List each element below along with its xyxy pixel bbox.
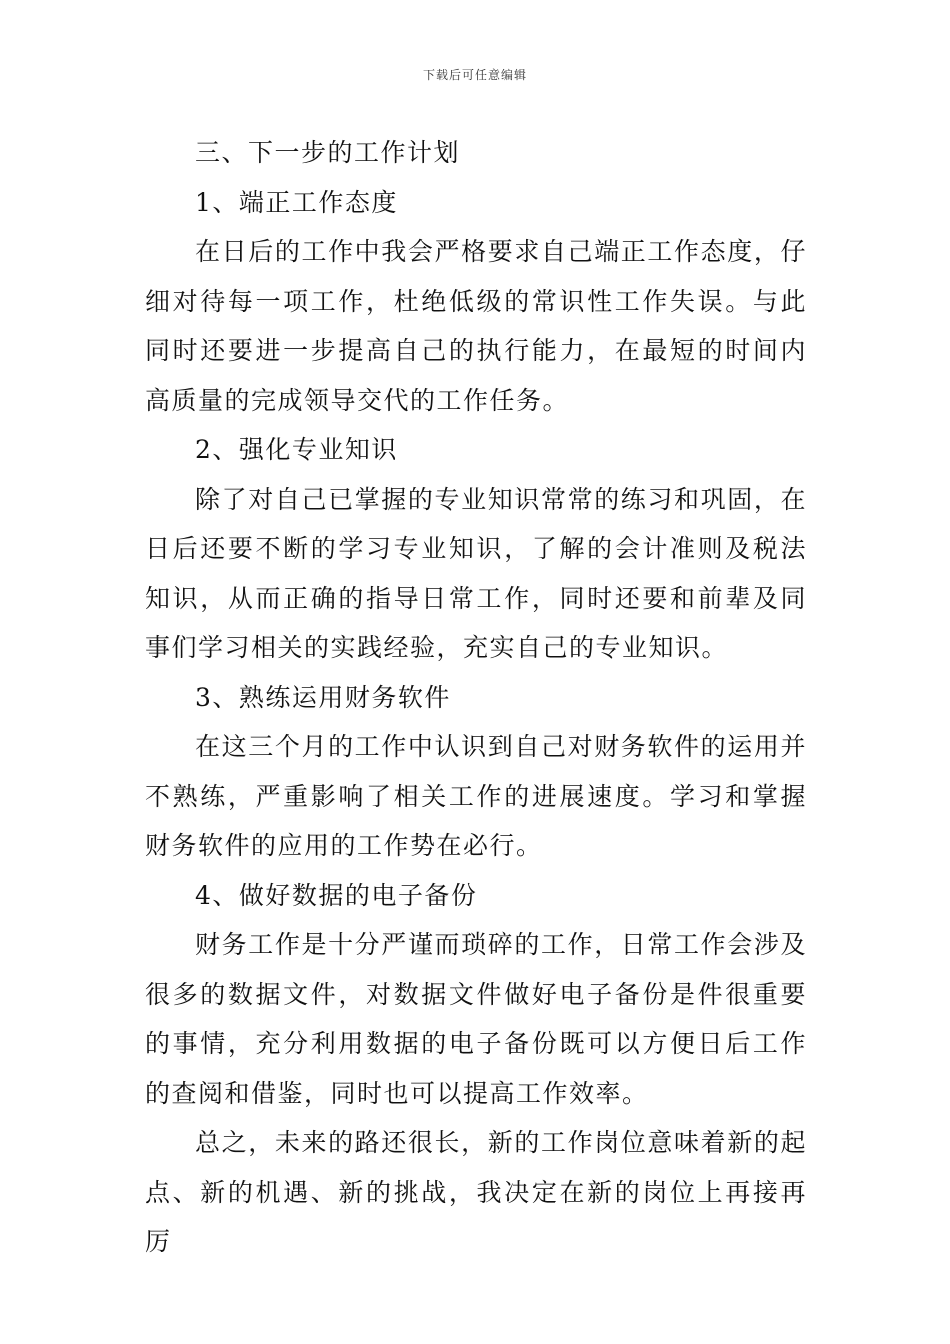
header-note: 下载后可任意编辑: [422, 68, 527, 82]
item-heading-knowledge: 2、强化专业知识: [195, 435, 398, 464]
item-heading-software: 3、熟练运用财务软件: [195, 682, 451, 712]
paragraph-backup: 财务工作是十分严谨而琐碎的工作，日常工作会涉及很多的数据文件，对数据文件做好电子备份是件很重要的事情，充分利用数据的电子备份既可以方便日后工作的查阅和借鉴，同时也可以提高工作效率。: [145, 930, 807, 1108]
paragraph-attitude: 在日后的工作中我会严格要求自己端正工作态度，仔细对待每一项工作，杜绝低级的常识性工作失误。与此同时还要进一步提高自己的执行能力，在最短的时间内高质量的完成领导交代的工作任务。: [145, 237, 807, 415]
item-heading-attitude: 1、端正工作态度: [195, 187, 398, 217]
paragraph-knowledge: 除了对自己已掌握的专业知识常常的练习和巩固，在日后还要不断的学习专业知识，了解的会计准则及税法知识，从而正确的指导日常工作，同时还要和前辈及同事们学习相关的实践经验，充实自己的专业知识。: [145, 484, 807, 662]
paragraph-conclusion: 总之，未来的路还很长，新的工作岗位意味着新的起点、新的机遇、新的挑战，我决定在新的岗位上再接再厉: [145, 1128, 807, 1256]
document-body: [145, 128, 807, 1267]
item-heading-backup: 4、做好数据的电子备份: [195, 880, 478, 910]
paragraph-software: 在这三个月的工作中认识到自己对财务软件的运用并不熟练，严重影响了相关工作的进展速度。学习和掌握财务软件的应用的工作势在必行。: [145, 732, 807, 860]
section-heading-plan: 三、下一步的工作计划: [195, 138, 461, 167]
